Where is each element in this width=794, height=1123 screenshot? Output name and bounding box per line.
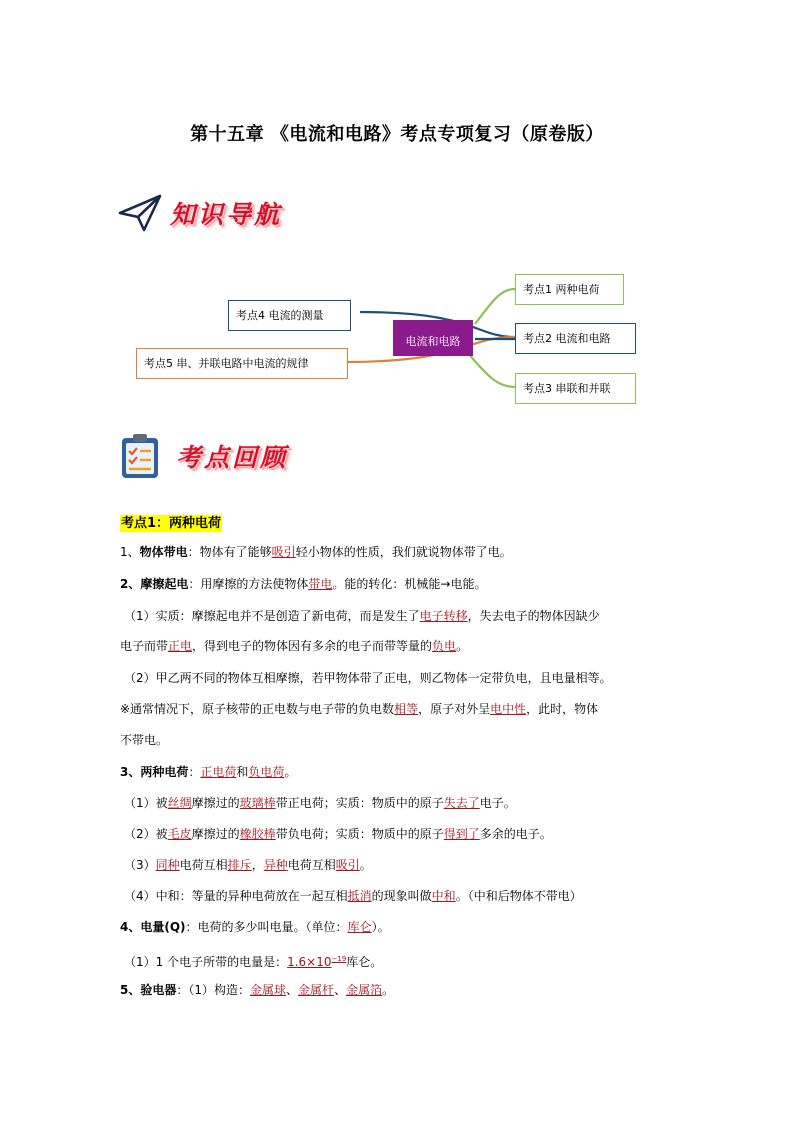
mind-map-center-node: 电流和电路 — [393, 320, 473, 356]
text-line-3: （1）实质：摩擦起电并不是创造了新电荷，而是发生了电子转移，失去电子的物体因缺少 — [124, 609, 600, 623]
text-line-2: 2、摩擦起电：用摩擦的方法使物体带电。能的转化：机械能→电能。 — [120, 577, 487, 591]
text-line-13: 4、电量(Q)：电荷的多少叫电量。（单位：库仑）。 — [120, 920, 390, 934]
review-banner — [120, 432, 288, 480]
mind-map-node-3: 考点3 串联和并联 — [515, 373, 636, 404]
text-line-7: 不带电。 — [120, 733, 169, 747]
text-line-12: （4）中和：等量的异种电荷放在一起互相抵消的现象叫做中和。（中和后物体不带电） — [124, 889, 582, 903]
page-title: 第十五章 《电流和电路》考点专项复习（原卷版） — [190, 124, 604, 145]
mind-map-node-4: 考点4 电流的测量 — [228, 300, 351, 331]
text-line-14: （1）1 个电子所带的电量是：$1.6\times 10^{-19}$库仑。 — [124, 955, 383, 969]
knowledge-nav-banner — [118, 193, 282, 233]
mind-map — [120, 262, 660, 412]
text-line-8: 3、两种电荷：正电荷和负电荷。 — [120, 765, 297, 779]
text-line-6: ※通常情况下，原子核带的正电数与电子带的负电数相等，原子对外呈电中性，此时，物体 — [120, 702, 599, 716]
text-line-11: （3）同种电荷互相排斥，异种电荷互相吸引。 — [124, 858, 372, 872]
text-line-1: 1、物体带电：物体有了能够吸引轻小物体的性质，我们就说物体带了电。 — [120, 545, 512, 559]
text-line-5: （2）甲乙两不同的物体互相摩擦，若甲物体带了正电，则乙物体一定带负电，且电量相等。 — [124, 671, 612, 685]
text-line-15: 5、验电器：（1）构造：金属球、金属杆、金属箔。 — [120, 983, 395, 997]
mind-map-node-1: 考点1 两种电荷 — [515, 274, 624, 305]
text-line-4: 电子而带正电，得到电子的物体因有多余的电子而带等量的负电。 — [120, 639, 469, 653]
knowledge-nav-title: 知识导航 — [170, 200, 283, 229]
mind-map-node-5: 考点5 串、并联电路中电流的规律 — [136, 348, 348, 379]
clipboard-checklist-icon — [120, 432, 160, 480]
paper-plane-icon — [118, 193, 162, 233]
section-heading: 考点1：两种电荷 — [121, 516, 222, 531]
text-line-10: （2）被毛皮摩擦过的橡胶棒带负电荷；实质：物质中的原子得到了多余的电子。 — [124, 827, 552, 841]
text-line-9: （1）被丝绸摩擦过的玻璃棒带正电荷；实质：物质中的原子失去了电子。 — [124, 796, 516, 810]
review-title: 考点回顾 — [176, 443, 289, 472]
mind-map-node-2: 考点2 电流和电路 — [515, 323, 636, 354]
